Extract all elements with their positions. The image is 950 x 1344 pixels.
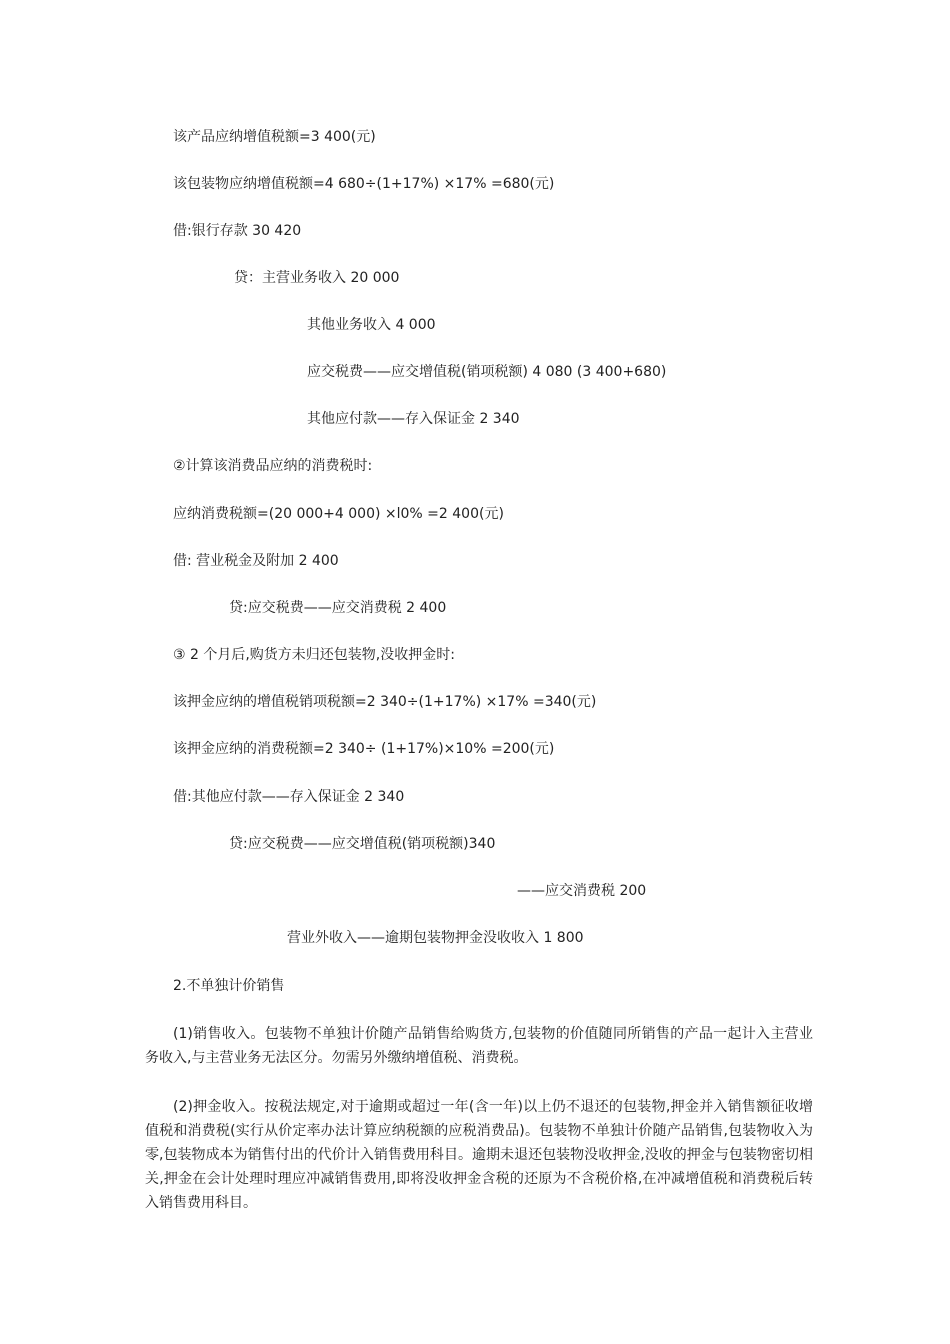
credit-vat-line: 贷:应交税费——应交增值税(销项税额)340 — [229, 836, 496, 852]
product-vat-line: 该产品应纳增值税额=3 400(元) — [173, 129, 376, 145]
credit-consumption-tax-line: 贷:应交税费——应交消费税 2 400 — [229, 600, 447, 616]
credit-main-revenue-line: 贷：主营业务收入 20 000 — [234, 270, 400, 286]
deposit-revenue-paragraph: (2)押金收入。按税法规定,对于逾期或超过一年(含一年)以上仍不退还的包装物,押金并入销售额征收增值税和消费税(实行从价定率办法计算应纳税额的应税消费品)。包装物不单独计价随产品销售,包装物收入为零,包装物成本为销售付出的代价计入销售费用科目。逾期未退还包装物没收押金,没收的押金与包装物密切相关,押金在会计处理时理应冲减销售费用,即将没收押金含税的还原为不含税价格,在冲减增值税和消费税后转入销售费用科目。 — [145, 1099, 813, 1211]
debit-deposit-line: 借:其他应付款——存入保证金 2 340 — [173, 789, 405, 805]
deposit-consumption-tax-calc-line: 该押金应纳的消费税额=2 340÷ (1+17%)×10% =200(元) — [173, 741, 555, 757]
sales-revenue-paragraph: (1)销售收入。包装物不单独计价随产品销售给购货方,包装物的价值随同所销售的产品一起计入主营业务收入,与主营业务无法区分。勿需另外缴纳增值税、消费税。 — [145, 1026, 813, 1066]
section-heading-2: 2.不单独计价销售 — [173, 978, 285, 994]
consumption-tax-calc-line: 应纳消费税额=(20 000+4 000) ×l0% =2 400(元) — [173, 506, 504, 522]
debit-business-tax-line: 借: 营业税金及附加 2 400 — [173, 553, 339, 569]
non-operating-income-line: 营业外收入——逾期包装物押金没收收入 1 800 — [287, 930, 584, 946]
credit-consumption-tax-sub-line: ——应交消费税 200 — [517, 883, 647, 899]
deposit-payable-line: 其他应付款——存入保证金 2 340 — [307, 411, 520, 427]
other-revenue-line: 其他业务收入 4 000 — [307, 317, 436, 333]
vat-payable-line: 应交税费——应交增值税(销项税额) 4 080 (3 400+680) — [307, 364, 667, 380]
deposit-vat-calc-line: 该押金应纳的增值税销项税额=2 340÷(1+17%) ×17% =340(元) — [173, 694, 597, 710]
debit-bank-deposit-line: 借:银行存款 30 420 — [173, 223, 302, 239]
forfeit-deposit-heading: ③ 2 个月后,购货方未归还包装物,没收押金时: — [173, 647, 455, 663]
consumption-tax-heading: ②计算该消费品应纳的消费税时: — [173, 458, 373, 474]
packaging-vat-line: 该包装物应纳增值税额=4 680÷(1+17%) ×17% =680(元) — [173, 176, 555, 192]
